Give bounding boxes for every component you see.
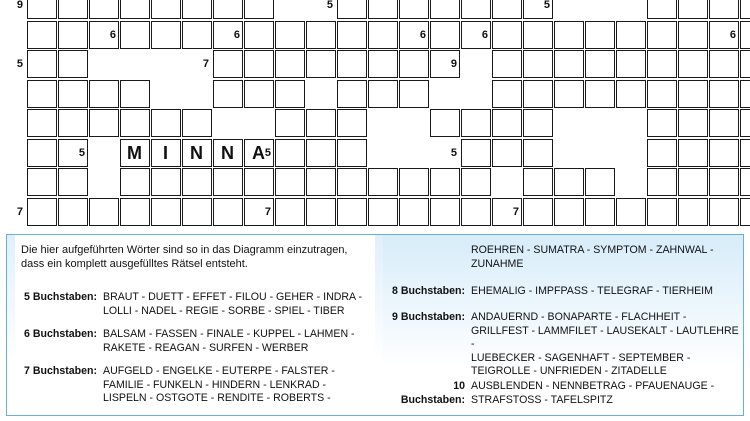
word-start-number: 5 (16, 58, 23, 70)
grid-cell[interactable] (709, 139, 739, 167)
word-start-number: 6 (481, 28, 488, 41)
grid-cell[interactable] (430, 168, 460, 196)
grid-cell[interactable] (678, 21, 708, 49)
word-list-left-column (15, 235, 375, 415)
grid-cell[interactable] (368, 198, 398, 226)
filled-letter: N (190, 142, 204, 163)
grid-cell[interactable] (182, 168, 212, 196)
grid-cell[interactable] (678, 139, 708, 167)
word-group-words (471, 311, 741, 379)
word-start-number: 5 (326, 0, 333, 11)
grid-cell[interactable] (616, 198, 646, 226)
grid-cell[interactable] (337, 80, 367, 108)
grid-cell[interactable] (337, 109, 367, 137)
grid-cell[interactable] (399, 168, 429, 196)
instructions-text: Die hier aufgeführten Wörter sind so in das Diagramm einzutragen, dass ein komplett ausgefülltes Rätsel entsteht. (21, 244, 348, 270)
grid-cell[interactable] (585, 168, 615, 196)
grid-cell[interactable] (58, 50, 88, 78)
grid-cell[interactable] (244, 168, 274, 196)
word-group-label: 8 Buchstaben: (392, 285, 465, 297)
grid-cell[interactable] (27, 50, 57, 78)
word-start-number: 6 (109, 28, 116, 41)
grid-cell[interactable] (461, 198, 491, 226)
filled-letter: A (252, 142, 266, 163)
word-line: ROEHREN - SUMATRA - SYMPTOM - ZAHNWAL - (471, 244, 714, 256)
grid-cell[interactable] (678, 50, 708, 78)
word-line: BALSAM - FASSEN - FINALE - KUPPEL - LAHMEN - (103, 328, 355, 340)
grid-cell[interactable] (244, 50, 274, 78)
grid-cell[interactable] (554, 80, 584, 108)
grid-cell[interactable] (616, 21, 646, 49)
grid-cell[interactable] (740, 80, 750, 108)
grid-cell[interactable] (740, 168, 750, 196)
grid-cell[interactable] (740, 139, 750, 167)
grid-cell[interactable] (89, 80, 119, 108)
word-group-words (103, 328, 373, 355)
word-start-number: 7 (264, 205, 271, 218)
grid-cell[interactable] (523, 21, 553, 49)
grid-cell[interactable] (647, 198, 677, 226)
grid-cell[interactable] (213, 0, 243, 19)
word-start-number: 9 (16, 0, 23, 11)
grid-cell[interactable] (89, 109, 119, 137)
word-group-words (471, 285, 741, 299)
grid-cell[interactable] (492, 0, 522, 19)
grid-cell[interactable] (461, 0, 491, 19)
grid-cell[interactable] (678, 198, 708, 226)
word-start-number: 5 (450, 146, 457, 159)
grid-cell[interactable] (647, 168, 677, 196)
word-line: AUSBLENDEN - NENNBETRAG - PFAUENAUGE - (471, 380, 715, 392)
grid-cell[interactable] (492, 80, 522, 108)
word-line: BRAUT - DUETT - EFFET - FILOU - GEHER - INDRA - (103, 291, 362, 303)
grid-cell[interactable] (492, 139, 522, 167)
word-start-number: 9 (450, 58, 457, 70)
grid-cell[interactable] (647, 80, 677, 108)
word-start-number: 7 (202, 58, 209, 70)
word-start-number: 6 (729, 28, 736, 41)
grid-cell[interactable] (120, 198, 150, 226)
word-line: LOLLI - NADEL - REGIE - SORBE - SPIEL - TIBER (103, 304, 345, 317)
grid-cell[interactable] (58, 0, 88, 19)
grid-cell[interactable] (244, 21, 274, 49)
grid-cell[interactable] (492, 50, 522, 78)
word-group-words (471, 380, 741, 407)
grid-cell[interactable] (120, 109, 150, 137)
grid-cell[interactable] (182, 109, 212, 137)
grid-cell[interactable] (151, 168, 181, 196)
grid-cell[interactable] (275, 50, 305, 78)
grid-cell[interactable] (616, 50, 646, 78)
grid-cell[interactable] (368, 21, 398, 49)
grid-cell[interactable] (58, 168, 88, 196)
grid-cell[interactable] (616, 80, 646, 108)
grid-cell[interactable] (709, 168, 739, 196)
grid-cell[interactable] (523, 198, 553, 226)
grid-cell[interactable] (585, 198, 615, 226)
grid-cell[interactable] (368, 168, 398, 196)
grid-cell[interactable] (430, 0, 460, 19)
grid-cell[interactable] (709, 80, 739, 108)
word-start-number: 7 (16, 205, 23, 218)
grid-cell[interactable] (275, 198, 305, 226)
grid-cell[interactable] (554, 168, 584, 196)
grid-cell[interactable] (58, 109, 88, 137)
grid-cell[interactable] (337, 21, 367, 49)
word-group-label: 5 Buchstaben: (24, 291, 97, 303)
grid-cell[interactable] (430, 109, 460, 137)
grid-cell[interactable] (306, 50, 336, 78)
grid-cell[interactable] (492, 109, 522, 137)
grid-cell[interactable] (523, 109, 553, 137)
word-list-panel (6, 234, 744, 416)
grid-cell[interactable] (523, 168, 553, 196)
grid-cell[interactable] (740, 21, 750, 49)
grid-cell[interactable] (337, 0, 367, 19)
grid-cell[interactable] (647, 21, 677, 49)
grid-cell[interactable] (368, 80, 398, 108)
grid-cell[interactable] (585, 80, 615, 108)
grid-cell[interactable] (678, 0, 708, 19)
grid-cell[interactable] (151, 0, 181, 19)
grid-cell[interactable] (554, 21, 584, 49)
grid-cell[interactable] (337, 50, 367, 78)
grid-cell[interactable] (430, 198, 460, 226)
grid-cell[interactable] (27, 168, 57, 196)
grid-cell[interactable] (740, 109, 750, 137)
grid-cell[interactable] (740, 198, 750, 226)
grid-cell[interactable] (213, 198, 243, 226)
word-group-words (103, 365, 373, 406)
grid-cell[interactable] (647, 0, 677, 19)
grid-cell[interactable] (120, 168, 150, 196)
grid-cell[interactable] (306, 198, 336, 226)
grid-cell[interactable] (275, 80, 305, 108)
grid-cell[interactable] (213, 50, 243, 78)
grid-cell[interactable] (337, 198, 367, 226)
grid-cell[interactable] (213, 168, 243, 196)
word-line: RAKETE - REAGAN - SURFEN - WERBER (103, 341, 309, 354)
grid-cell[interactable] (27, 21, 57, 49)
word-line: ANDAUERND - BONAPARTE - FLACHHEIT - (471, 311, 687, 323)
grid-cell[interactable] (678, 168, 708, 196)
grid-cell[interactable] (337, 139, 367, 167)
grid-cell[interactable] (27, 0, 57, 19)
grid-cell[interactable] (306, 168, 336, 196)
grid-cell[interactable] (709, 50, 739, 78)
grid-cell[interactable] (647, 50, 677, 78)
grid-cell[interactable] (368, 50, 398, 78)
grid-cell[interactable] (58, 80, 88, 108)
grid-cell[interactable] (678, 80, 708, 108)
word-start-number: 5 (78, 146, 85, 159)
grid-cell[interactable] (151, 109, 181, 137)
filled-letter: N (221, 142, 235, 163)
grid-cell[interactable] (27, 198, 57, 226)
grid-cell[interactable] (585, 21, 615, 49)
grid-cell[interactable] (647, 109, 677, 137)
word-line: AUFGELD - ENGELKE - EUTERPE - FALSTER - (103, 365, 335, 377)
grid-cell[interactable] (275, 109, 305, 137)
grid-cell[interactable] (709, 198, 739, 226)
grid-cell[interactable] (399, 50, 429, 78)
grid-cell[interactable] (461, 168, 491, 196)
grid-cell[interactable] (399, 0, 429, 19)
grid-cell[interactable] (27, 109, 57, 137)
grid-cell[interactable] (27, 80, 57, 108)
word-group-label: 10 Buchstaben: (400, 380, 465, 406)
grid-cell[interactable] (554, 198, 584, 226)
grid-cell[interactable] (678, 109, 708, 137)
word-list-right-column (383, 235, 743, 415)
grid-cell[interactable] (89, 198, 119, 226)
grid-cell[interactable] (244, 80, 274, 108)
grid-cell[interactable] (647, 139, 677, 167)
grid-cell[interactable] (182, 198, 212, 226)
word-line: LUEBECKER - SAGENHAFT - SEPTEMBER - (471, 351, 691, 364)
grid-cell[interactable] (523, 80, 553, 108)
word-group-words (471, 244, 741, 271)
grid-cell[interactable] (213, 80, 243, 108)
word-group-words (103, 291, 373, 318)
grid-cell[interactable] (151, 198, 181, 226)
grid-cell[interactable] (740, 50, 750, 78)
word-line: STRAFSTOSS - TAFELSPITZ (471, 393, 613, 406)
filled-letter: I (162, 142, 169, 163)
grid-cell[interactable] (461, 139, 491, 167)
word-start-number: 5 (543, 0, 550, 11)
word-line: TEIGROLLE - UNFRIEDEN - ZITADELLE (471, 365, 667, 377)
word-line: ZUNAHME (471, 257, 524, 270)
grid-cell[interactable] (709, 0, 739, 19)
grid-cell[interactable] (275, 168, 305, 196)
grid-cell[interactable] (58, 21, 88, 49)
filled-letter: M (127, 142, 143, 163)
word-start-number: 6 (233, 28, 240, 41)
word-start-number: 7 (512, 205, 519, 218)
grid-cell[interactable] (182, 21, 212, 49)
word-line: EHEMALIG - IMPFPASS - TELEGRAF - TIERHEIM (471, 285, 713, 297)
grid-cell[interactable] (461, 109, 491, 137)
grid-cell[interactable] (709, 109, 739, 137)
grid-cell[interactable] (399, 198, 429, 226)
grid-cell[interactable] (523, 50, 553, 78)
grid-cell[interactable] (523, 139, 553, 167)
grid-cell[interactable] (275, 21, 305, 49)
grid-cell[interactable] (151, 21, 181, 49)
grid-cell[interactable] (399, 80, 429, 108)
grid-cell[interactable] (89, 0, 119, 19)
grid-cell[interactable] (275, 139, 305, 167)
word-group-label: 6 Buchstaben: (24, 328, 97, 340)
grid-cell[interactable] (120, 80, 150, 108)
grid-cell[interactable] (120, 0, 150, 19)
word-start-number: 5 (264, 146, 271, 159)
word-start-number: 6 (419, 28, 426, 41)
grid-cell[interactable] (58, 198, 88, 226)
word-line: LISPELN - OSTGOTE - RENDITE - ROBERTS - (103, 392, 331, 404)
word-group-label: 9 Buchstaben: (392, 311, 465, 323)
grid-cell[interactable] (120, 21, 150, 49)
word-line: GRILLFEST - LAMMFILET - LAUSEKALT - LAUTLEHRE - (471, 324, 739, 350)
grid-cell[interactable] (585, 50, 615, 78)
grid-cell[interactable] (182, 0, 212, 19)
grid-cell[interactable] (306, 21, 336, 49)
word-group-label: 7 Buchstaben: (24, 365, 97, 377)
word-line: FAMILIE - FUNKELN - HINDERN - LENKRAD - (103, 378, 327, 391)
grid-cell[interactable] (337, 168, 367, 196)
grid-cell[interactable] (740, 0, 750, 19)
grid-cell[interactable] (306, 109, 336, 137)
grid-cell[interactable] (368, 0, 398, 19)
grid-cell[interactable] (306, 139, 336, 167)
grid-cell[interactable] (430, 21, 460, 49)
grid-cell[interactable] (27, 139, 57, 167)
grid-cell[interactable] (244, 0, 274, 19)
grid-cell[interactable] (554, 50, 584, 78)
grid-cell[interactable] (492, 21, 522, 49)
